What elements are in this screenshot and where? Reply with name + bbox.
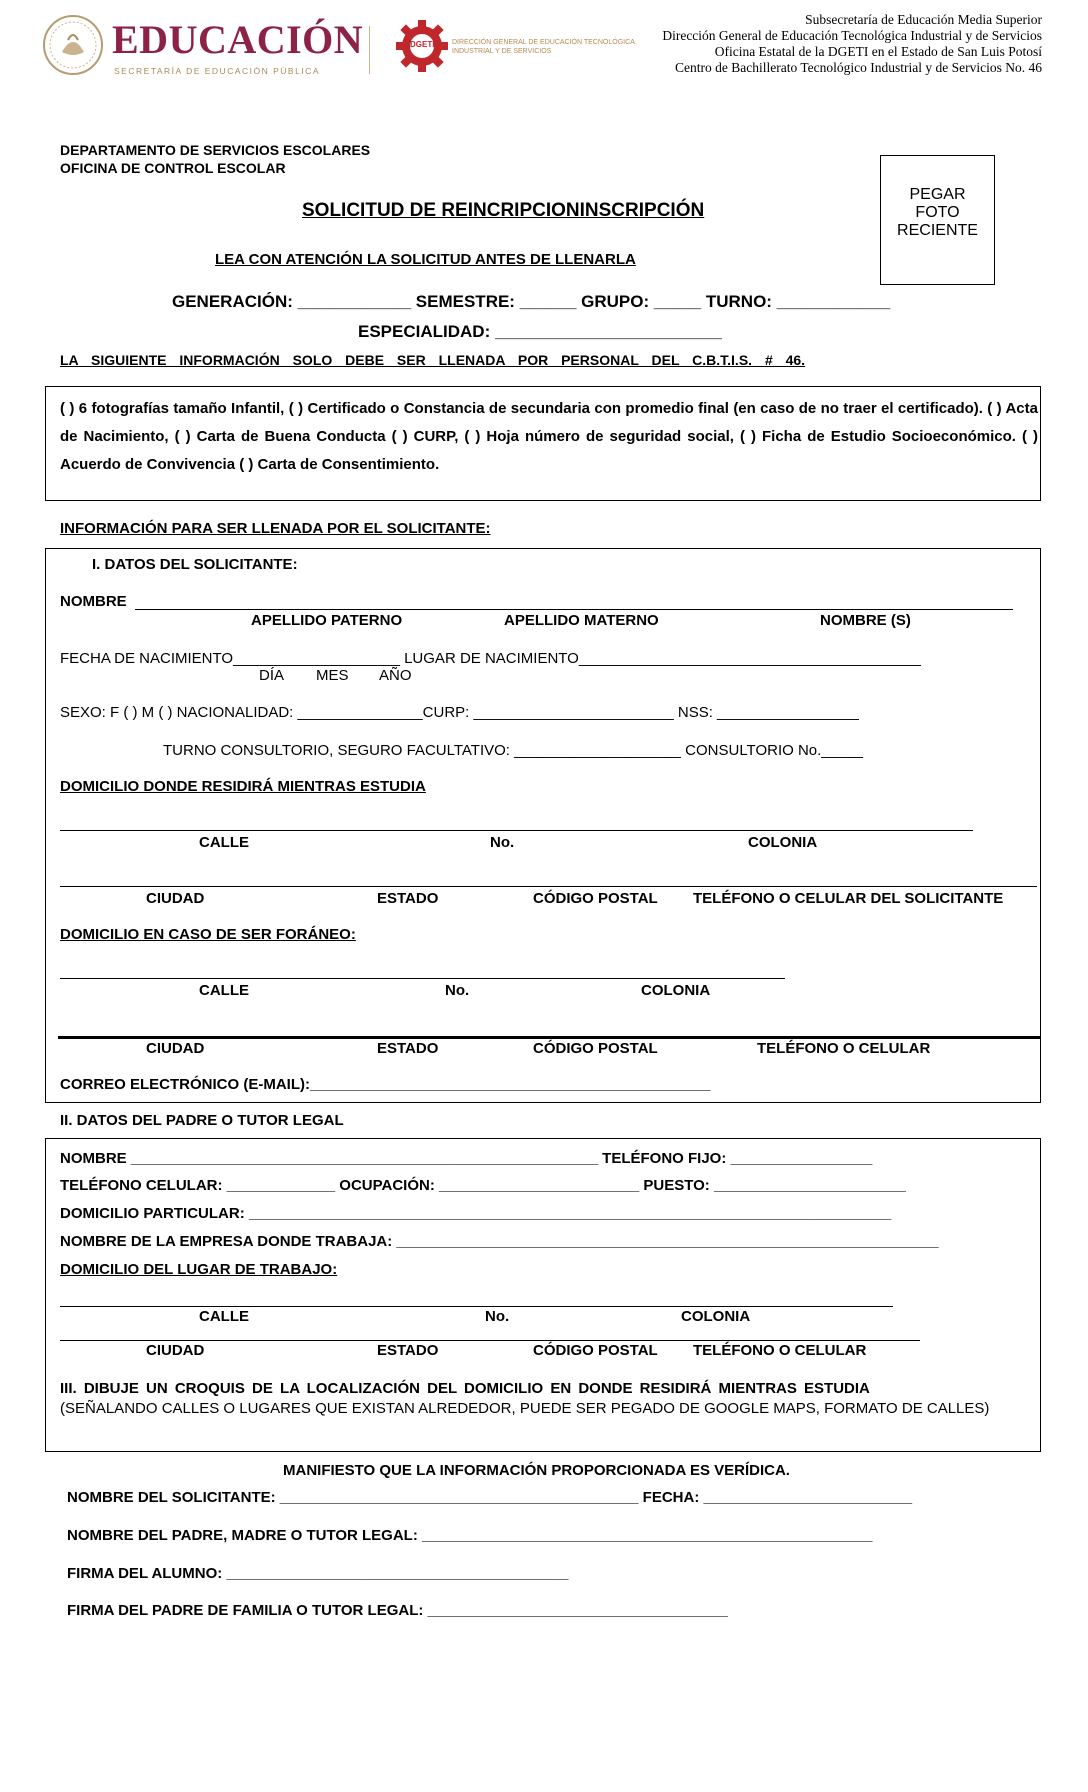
residence-line-2[interactable] <box>60 886 1037 887</box>
section-1-box <box>45 548 1041 1103</box>
clinic-row[interactable]: TURNO CONSULTORIO, SEGURO FACULTATIVO: ____________________ CONSULTORIO No._____ <box>163 742 864 759</box>
photo-box-label-3: RECIENTE <box>897 222 978 239</box>
residence-title: DOMICILIO DONDE RESIDIRÁ MIENTRAS ESTUDIA <box>60 778 426 795</box>
name-line[interactable] <box>135 609 1013 610</box>
section-3-title: III. DIBUJE UN CROQUIS DE LA LOCALIZACIÓN DEL DOMICILIO EN DONDE RESIDIRÁ MIENTRAS ESTUDIA <box>60 1380 870 1397</box>
label-anio: AÑO <box>379 667 412 684</box>
label-apellido-paterno: APELLIDO PATERNO <box>251 612 403 629</box>
email-row[interactable]: CORREO ELECTRÓNICO (E-MAIL):________________________________________________ <box>60 1076 711 1093</box>
office-name: OFICINA DE CONTROL ESCOLAR <box>60 160 286 176</box>
declaration: MANIFIESTO QUE LA INFORMACIÓN PROPORCIONADA ES VERÍDICA. <box>283 1462 790 1479</box>
header-divider <box>369 26 370 74</box>
name-label: NOMBRE <box>60 593 127 610</box>
header-line-4: Centro de Bachillerato Tecnológico Industrial y de Servicios No. 46 <box>675 60 1042 75</box>
logo-subtitle: SECRETARÍA DE EDUCACIÓN PÚBLICA <box>114 66 320 76</box>
foreign-line-1[interactable] <box>60 978 785 979</box>
label-tel-solicitante: TELÉFONO O CELULAR DEL SOLICITANTE <box>693 890 1004 907</box>
section-3-note: (SEÑALANDO CALLES O LUGARES QUE EXISTAN ALREDEDOR, PUEDE SER PEGADO DE GOOGLE MAPS, FORMATO DE CALLES) <box>60 1400 990 1417</box>
label-cp-1: CÓDIGO POSTAL <box>533 890 658 907</box>
applicant-heading: INFORMACIÓN PARA SER LLENADA POR EL SOLICITANTE: <box>60 520 491 537</box>
generation-row[interactable]: GENERACIÓN: ____________ SEMESTRE: ______ GRUPO: _____ TURNO: ____________ <box>172 292 891 311</box>
dgeti-text: DIRECCIÓN GENERAL DE EDUCACIÓN TECNOLÓGICA INDUSTRIAL Y DE SERVICIOS <box>452 39 635 55</box>
section-2-title: II. DATOS DEL PADRE O TUTOR LEGAL <box>60 1112 344 1129</box>
department-name: DEPARTAMENTO DE SERVICIOS ESCOLARES <box>60 142 371 158</box>
form-title: SOLICITUD DE REINCRIPCIONINSCRIPCIÓN <box>302 200 705 221</box>
logo-title: EDUCACIÓN <box>112 17 364 62</box>
parent-row-1[interactable]: NOMBRE ________________________________________________________ TELÉFONO FIJO: _________________ <box>60 1150 873 1167</box>
label-cp-3: CÓDIGO POSTAL <box>533 1342 658 1359</box>
work-line-2[interactable] <box>60 1340 920 1341</box>
label-calle-1: CALLE <box>199 834 249 851</box>
parent-row-2[interactable]: TELÉFONO CELULAR: _____________ OCUPACIÓN: ________________________ PUESTO: _______________________ <box>60 1177 906 1194</box>
parent-row-3[interactable]: DOMICILIO PARTICULAR: _____________________________________________________________________________ <box>60 1205 892 1222</box>
work-line-1[interactable] <box>60 1306 893 1307</box>
label-cp-2: CÓDIGO POSTAL <box>533 1040 658 1057</box>
label-nombres: NOMBRE (S) <box>820 612 911 629</box>
birth-row[interactable]: FECHA DE NACIMIENTO____________________ LUGAR DE NACIMIENTO_________________________________________ <box>60 650 921 667</box>
photo-box-label-2: FOTO <box>915 204 960 221</box>
label-colonia-3: COLONIA <box>681 1308 751 1325</box>
specialty-row[interactable]: ESPECIALIDAD: ________________________ <box>358 322 722 341</box>
label-tel-3: TELÉFONO O CELULAR <box>693 1342 867 1359</box>
foreign-title: DOMICILIO EN CASO DE SER FORÁNEO: <box>60 926 356 943</box>
parent-name-row[interactable]: NOMBRE DEL PADRE, MADRE O TUTOR LEGAL: ______________________________________________________ <box>67 1527 873 1544</box>
photo-box[interactable] <box>880 155 995 285</box>
label-dia: DÍA <box>259 667 285 684</box>
label-ciudad-3: CIUDAD <box>146 1342 205 1359</box>
residence-line-1[interactable] <box>60 830 973 831</box>
label-no-1: No. <box>490 834 515 851</box>
label-mes: MES <box>316 667 349 684</box>
student-signature-row[interactable]: FIRMA DEL ALUMNO: _________________________________________ <box>67 1565 569 1582</box>
label-calle-3: CALLE <box>199 1308 249 1325</box>
label-no-3: No. <box>485 1308 510 1325</box>
sex-row[interactable]: SEXO: F ( ) M ( ) NACIONALIDAD: _______________CURP: ________________________ NSS: _________________ <box>60 704 859 721</box>
label-tel-2: TELÉFONO O CELULAR <box>757 1040 931 1057</box>
label-calle-2: CALLE <box>199 982 249 999</box>
label-ciudad-1: CIUDAD <box>146 890 205 907</box>
dgeti-badge: DGETI <box>410 40 435 49</box>
documents-checklist-text: ( ) 6 fotografías tamaño Infantil, ( ) Certificado o Constancia de secundaria con promedio final (en caso de no traer el certificado). ( ) Acta de Nacimiento, ( ) Carta de Buena Conducta ( ) CURP, ( ) Hoja número de seguridad social, ( ) Ficha de Estudio Socioeconómico. ( ) Acuerdo de Convivencia ( ) Carta de Consentimiento. <box>60 400 1038 473</box>
documents-checklist[interactable] <box>45 386 1041 501</box>
coat-of-arms-icon <box>42 14 104 76</box>
label-colonia-2: COLONIA <box>641 982 711 999</box>
applicant-name-row[interactable]: NOMBRE DEL SOLICITANTE: ___________________________________________ FECHA: _________________________ <box>67 1489 913 1506</box>
section-1-title: I. DATOS DEL SOLICITANTE: <box>92 556 298 573</box>
label-estado-3: ESTADO <box>377 1342 439 1359</box>
label-colonia-1: COLONIA <box>748 834 818 851</box>
header-line-3: Oficina Estatal de la DGETI en el Estado de San Luis Potosí <box>714 44 1042 59</box>
label-ciudad-2: CIUDAD <box>146 1040 205 1057</box>
label-estado-2: ESTADO <box>377 1040 439 1057</box>
header-line-1: Subsecretaría de Educación Media Superior <box>805 12 1042 27</box>
header-line-2: Dirección General de Educación Tecnológica Industrial y de Servicios <box>662 28 1042 43</box>
foreign-line-2[interactable] <box>58 1036 1041 1039</box>
label-no-2: No. <box>445 982 470 999</box>
work-address-title: DOMICILIO DEL LUGAR DE TRABAJO: <box>60 1261 338 1278</box>
label-apellido-materno: APELLIDO MATERNO <box>504 612 659 629</box>
staff-note: LA SIGUIENTE INFORMACIÓN SOLO DEBE SER LLENADA POR PERSONAL DEL C.B.T.I.S. # 46. <box>60 352 806 368</box>
parent-signature-row[interactable]: FIRMA DEL PADRE DE FAMILIA O TUTOR LEGAL: ____________________________________ <box>67 1602 728 1619</box>
label-estado-1: ESTADO <box>377 890 439 907</box>
photo-box-label-1: PEGAR <box>909 186 966 203</box>
form-subtitle: LEA CON ATENCIÓN LA SOLICITUD ANTES DE LLENARLA <box>215 251 636 268</box>
parent-row-4[interactable]: NOMBRE DE LA EMPRESA DONDE TRABAJA: _________________________________________________________________ <box>60 1233 939 1250</box>
